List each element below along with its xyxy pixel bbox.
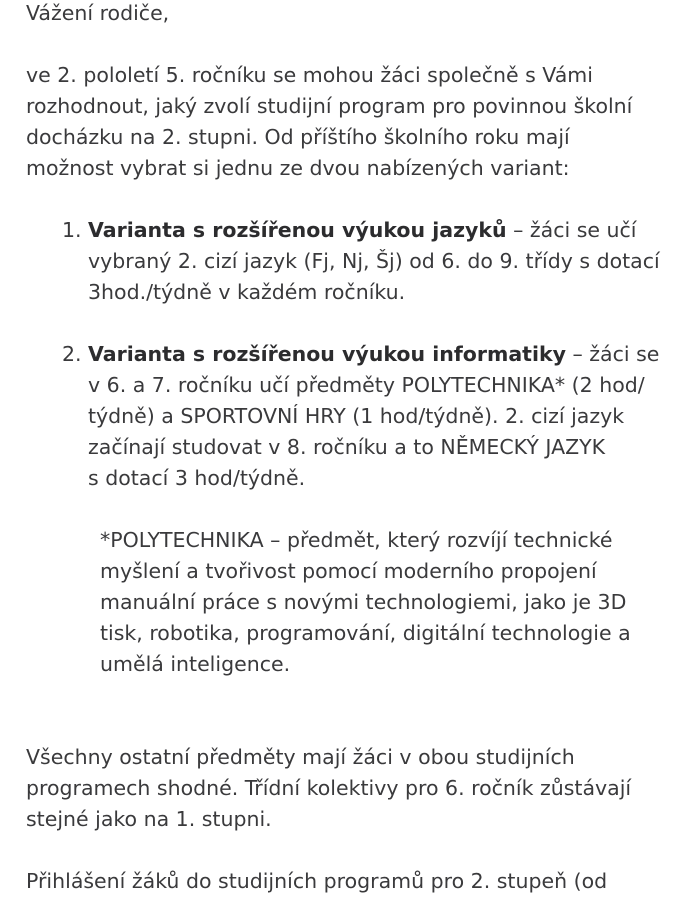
list-item-variant-2 [26, 339, 676, 494]
variant-text [88, 342, 659, 490]
variant-text [88, 218, 660, 304]
list-number: 2. [62, 342, 82, 366]
outro-paragraph: Všechny ostatní předměty mají žáci v obou studijních programech shodné. Třídní kolektivy pro 6. ročník zůstávají stejné jako na 1. stupni. [26, 745, 632, 831]
truncated-paragraph: Přihlášení žáků do studijních programů pro 2. stupeň (od [26, 869, 608, 893]
variant-description: – žáci se učí vybraný 2. cizí jazyk (Fj, Nj, Šj) od 6. do 9. třídy s dotací 3hod./týdně v každém ročníku. [88, 218, 660, 304]
list-number: 1. [62, 218, 82, 242]
greeting: Vážení rodiče, [26, 1, 170, 25]
intro-paragraph: ve 2. pololetí 5. ročníku se mohou žáci společně s Vámi rozhodnout, jaký zvolí studijní program pro povinnou školní docházku na 2. stupni. Od příštího školního roku mají možnost vybrat si jednu ze dvou nabízených variant: [26, 63, 633, 180]
message-body [26, 0, 676, 897]
variants-list [26, 215, 676, 494]
variant-description: – žáci se v 6. a 7. ročníku učí předměty POLYTECHNIKA* (2 hod/ týdně) a SPORTOVNÍ HRY (1 hod/týdně). 2. cizí jazyk začínají studovat v 8. ročníku a to NĚMECKÝ JAZYK s dotací 3 hod/týdně. [88, 342, 660, 490]
variant-title: Varianta s rozšířenou výukou informatiky [88, 342, 566, 366]
variant-title: Varianta s rozšířenou výukou jazyků [88, 218, 507, 242]
list-item-variant-1 [26, 215, 676, 308]
footnote-polytechnika: *POLYTECHNIKA – předmět, který rozvíjí technické myšlení a tvořivost pomocí moderního propojení manuální práce s novými technologiemi, jako je 3D tisk, robotika, programování, digitální technologie a umělá inteligence. [100, 528, 631, 676]
